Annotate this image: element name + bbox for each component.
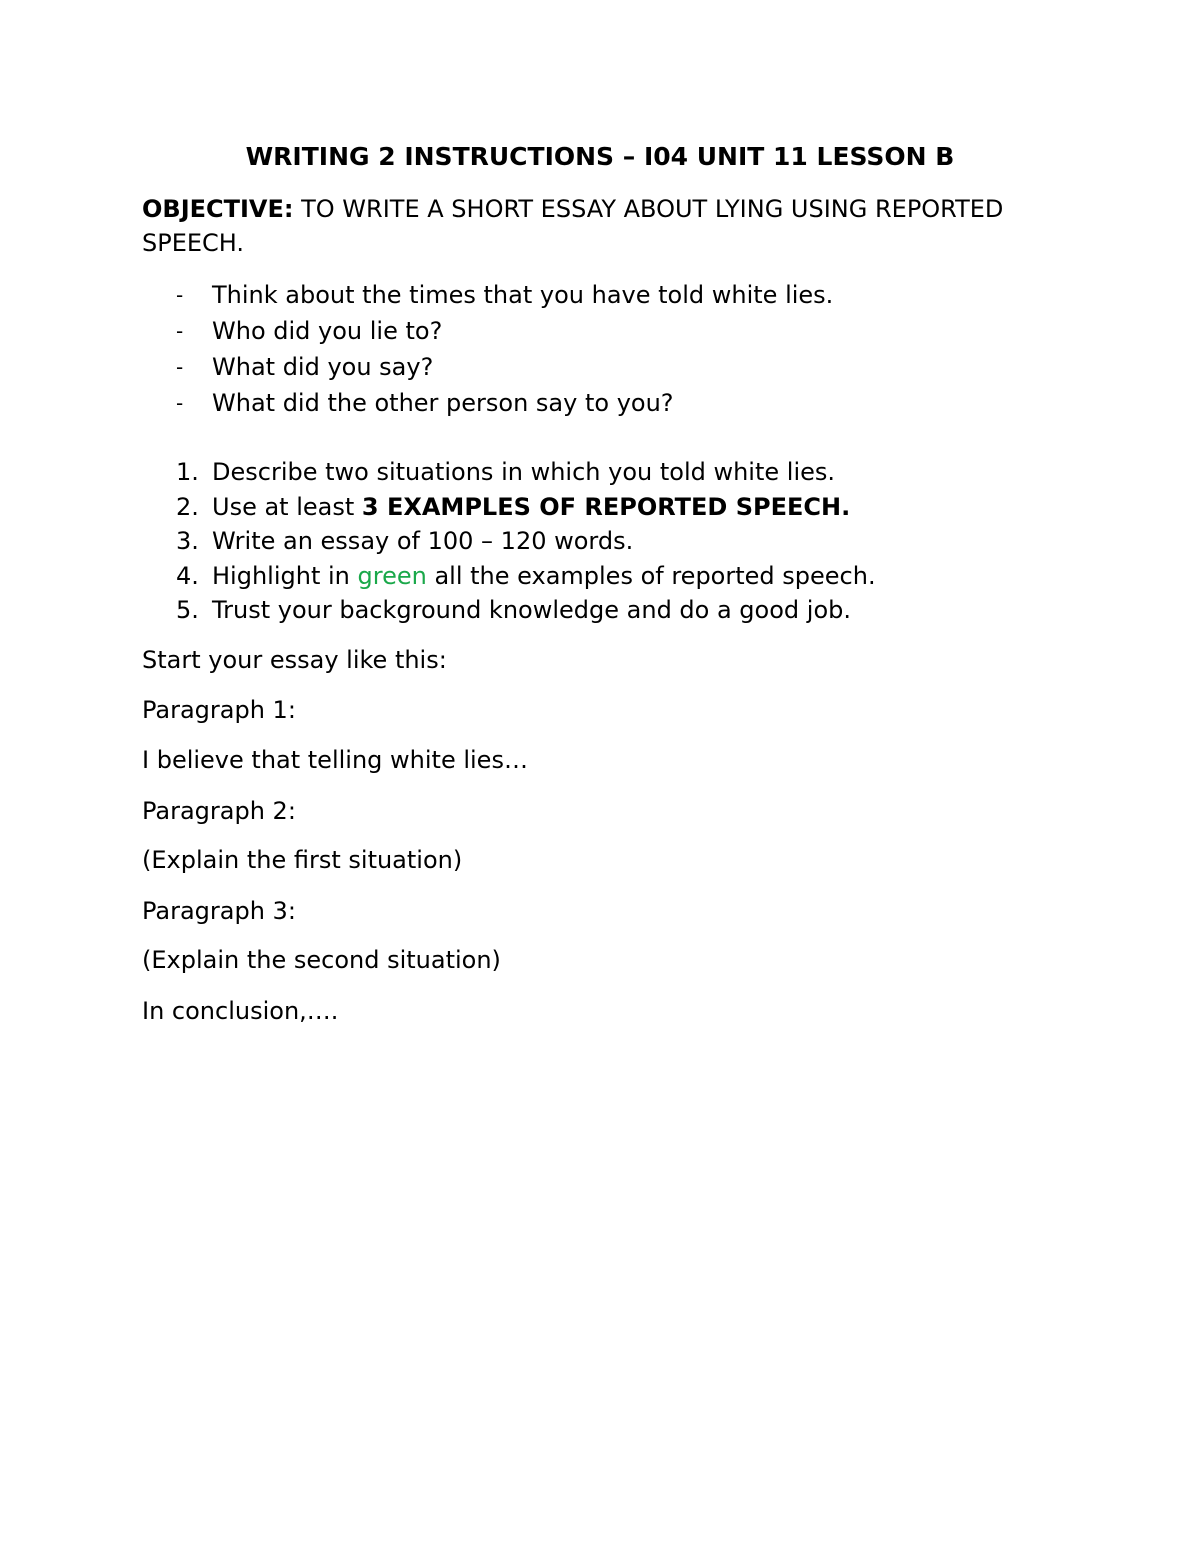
item-number: 1. [176, 458, 199, 486]
item-text: all the examples of reported speech. [426, 561, 876, 590]
bullet-list [142, 277, 833, 421]
item-text: Write an essay of 100 – 120 words. [212, 527, 634, 555]
numbered-item [142, 593, 876, 628]
numbered-list [142, 455, 876, 628]
bullet-marker: - [176, 283, 184, 307]
item-text: Use at least [212, 492, 362, 521]
bullet-text: Think about the times that you have told white lies. [212, 281, 834, 309]
numbered-item [142, 524, 876, 559]
bullet-text: What did the other person say to you? [212, 389, 674, 417]
bullet-item [142, 349, 833, 385]
bullet-text: Who did you lie to? [212, 317, 443, 345]
bullet-text: What did you say? [212, 353, 434, 381]
paragraph-3-text: (Explain the second situation) [142, 946, 501, 974]
item-text-bold: 3 EXAMPLES OF REPORTED SPEECH. [361, 492, 851, 521]
bullet-marker: - [176, 391, 184, 415]
item-number: 3. [176, 527, 199, 555]
paragraph-2-label: Paragraph 2: [142, 797, 296, 825]
template-intro: Start your essay like this: [142, 646, 447, 674]
item-number: 4. [176, 561, 199, 590]
bullet-item [142, 313, 833, 349]
item-number: 5. [176, 596, 199, 624]
bullet-marker: - [176, 355, 184, 379]
paragraph-3-label: Paragraph 3: [142, 897, 296, 925]
bullet-item [142, 385, 833, 421]
item-number: 2. [176, 492, 199, 521]
objective-paragraph [142, 192, 1042, 260]
item-text: Highlight in [212, 561, 358, 590]
document-title: WRITING 2 INSTRUCTIONS – I04 UNIT 11 LESSON B [245, 142, 955, 171]
objective-label: OBJECTIVE: [142, 195, 294, 223]
paragraph-1-text: I believe that telling white lies… [142, 746, 528, 774]
numbered-item [142, 559, 876, 594]
numbered-item [142, 490, 876, 525]
objective-text: TO WRITE A SHORT ESSAY ABOUT LYING USING REPORTED SPEECH. [142, 195, 1004, 257]
numbered-item [142, 455, 876, 490]
bullet-marker: - [176, 319, 184, 343]
paragraph-2-text: (Explain the first situation) [142, 846, 463, 874]
item-text: Describe two situations in which you told white lies. [212, 458, 836, 486]
conclusion-text: In conclusion,…. [142, 997, 339, 1025]
paragraph-1-label: Paragraph 1: [142, 696, 296, 724]
item-text-green: green [357, 561, 427, 590]
bullet-item [142, 277, 833, 313]
item-text: Trust your background knowledge and do a good job. [212, 596, 851, 624]
